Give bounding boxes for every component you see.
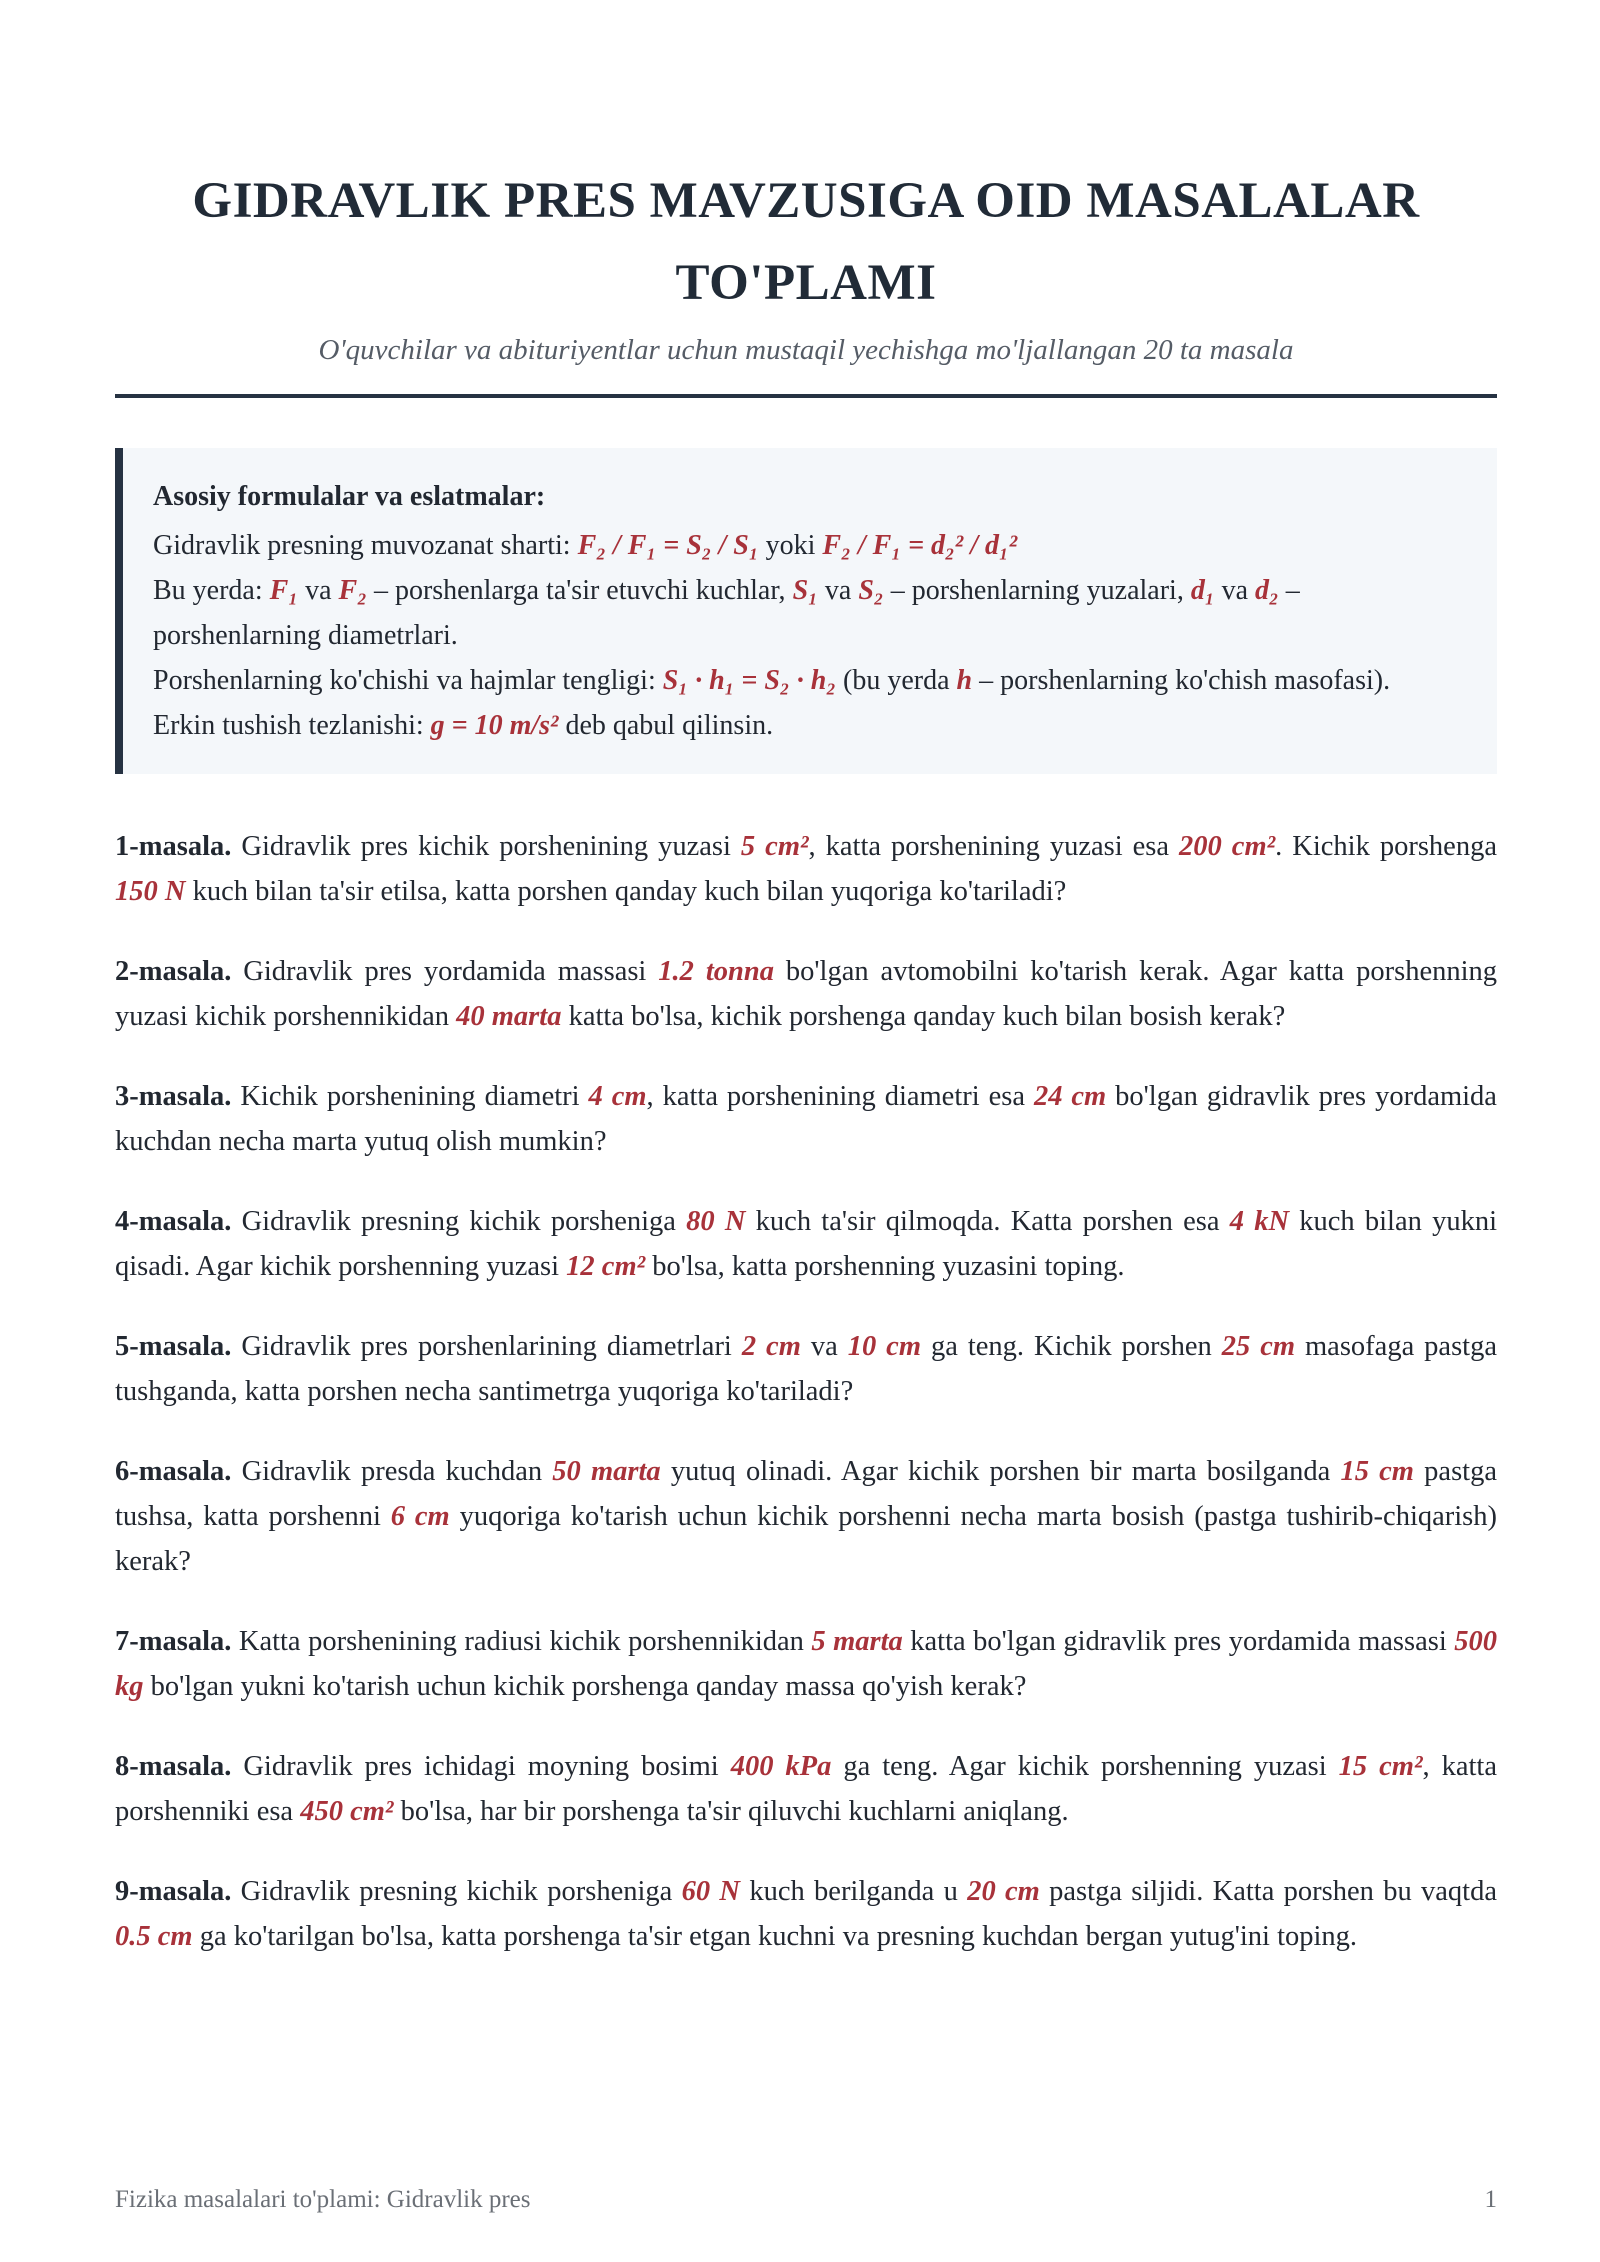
text-run: pastga siljidi. Katta porshen bu vaqtda bbox=[1039, 1876, 1497, 1907]
text-run: kuch berilganda u bbox=[740, 1876, 968, 1907]
page-subtitle: O'quvchilar va abituriyentlar uchun mustaqil yechishga mo'ljallangan 20 ta masala bbox=[318, 334, 1294, 366]
highlighted-value: 6 cm bbox=[390, 1501, 450, 1532]
formula-box-title: Asosiy formulalar va eslatmalar: bbox=[153, 481, 546, 512]
highlighted-value: h bbox=[956, 665, 973, 696]
highlighted-value: F₂ / F₁ = S₂ / S₁ bbox=[577, 530, 759, 561]
text-run: kuch bilan ta'sir etilsa, katta porshen qanday kuch bilan yuqoriga ko'tariladi? bbox=[185, 876, 1067, 907]
problem-number: 9-masala. bbox=[115, 1876, 232, 1907]
text-run: va bbox=[800, 1331, 848, 1362]
problem-number: 5-masala. bbox=[115, 1331, 232, 1362]
problem-number: 1-masala. bbox=[115, 831, 232, 862]
problem-number: 6-masala. bbox=[115, 1456, 232, 1487]
text-run: Bu yerda: bbox=[153, 575, 270, 606]
highlighted-value: 40 marta bbox=[456, 1001, 562, 1032]
text-run: – porshenlarga ta'sir etuvchi kuchlar, bbox=[366, 575, 793, 606]
text-run: Gidravlik presning kichik porsheniga bbox=[231, 1206, 687, 1237]
text-run: masofaga pastga tushganda, katta porshen necha santimetrga yuqoriga ko'tariladi? bbox=[115, 1331, 1497, 1407]
highlighted-value: 4 cm bbox=[588, 1081, 647, 1112]
highlighted-value: F₂ bbox=[338, 575, 367, 606]
page-number: 1 bbox=[1484, 2186, 1497, 2213]
problem-list bbox=[115, 824, 1497, 1959]
problem-item bbox=[115, 949, 1497, 1039]
highlighted-value: 0.5 cm bbox=[115, 1921, 193, 1952]
text-run: yutuq olinadi. Agar kichik porshen bir marta bosilganda bbox=[660, 1456, 1341, 1487]
problem-item bbox=[115, 1324, 1497, 1414]
text-run: deb qabul qilinsin. bbox=[558, 710, 774, 741]
text-run: ga ko'tarilgan bo'lsa, katta porshenga ta'sir etgan kuchni va presning kuchdan bergan yutug'ini toping. bbox=[192, 1921, 1358, 1952]
page-footer bbox=[115, 2186, 1497, 2214]
text-run: – porshenlarning ko'chish masofasi). bbox=[972, 665, 1391, 696]
text-run: bo'lgan avtomobilni ko'tarish kerak. Agar katta porshenning yuzasi kichik porshennikidan bbox=[115, 956, 1498, 1032]
formula-box bbox=[115, 448, 1497, 774]
problem-item bbox=[115, 1619, 1497, 1709]
text-run: bo'lgan yukni ko'tarish uchun kichik porshenga qanday massa qo'yish kerak? bbox=[143, 1671, 1027, 1702]
problem-item bbox=[115, 1074, 1497, 1164]
problem-item bbox=[115, 1449, 1497, 1584]
text-run: , katta porshenniki esa bbox=[115, 1751, 1497, 1827]
text-run: – porshenlarning yuzalari, bbox=[883, 575, 1191, 606]
formula-line bbox=[153, 703, 1459, 748]
text-run: bo'lsa, har bir porshenga ta'sir qiluvchi kuchlarni aniqlang. bbox=[393, 1796, 1069, 1827]
formula-line bbox=[153, 523, 1459, 568]
text-run: Gidravlik presda kuchdan bbox=[231, 1456, 553, 1487]
highlighted-value: d₂ bbox=[1255, 575, 1279, 606]
highlighted-value: 15 cm bbox=[1340, 1456, 1414, 1487]
text-run: Gidravlik presning kichik porsheniga bbox=[231, 1876, 682, 1907]
text-run: kuch bilan yukni qisadi. Agar kichik porshenning yuzasi bbox=[115, 1206, 1497, 1282]
highlighted-value: 12 cm² bbox=[566, 1251, 646, 1282]
highlighted-value: d₁ bbox=[1190, 575, 1215, 606]
problem-item bbox=[115, 1744, 1497, 1834]
highlighted-value: 4 kN bbox=[1229, 1206, 1290, 1237]
highlighted-value: 60 N bbox=[681, 1876, 741, 1907]
problem-number: 7-masala. bbox=[115, 1626, 232, 1657]
highlighted-value: 2 cm bbox=[741, 1331, 801, 1362]
text-run: ga teng. Agar kichik porshenning yuzasi bbox=[831, 1751, 1339, 1782]
text-run: , katta porshenining yuzasi esa bbox=[808, 831, 1180, 862]
highlighted-value: 450 cm² bbox=[300, 1796, 394, 1827]
text-run: Kichik porshenining diametri bbox=[231, 1081, 589, 1112]
text-run: Gidravlik presning muvozanat sharti: bbox=[153, 530, 578, 561]
highlighted-value: S₂ bbox=[858, 575, 884, 606]
text-run: yuqoriga ko'tarish uchun kichik porshenni necha marta bosish (pastga tushirib-chiqarish) kerak? bbox=[115, 1501, 1497, 1577]
highlighted-value: F₂ / F₁ = d₂² / d₁² bbox=[822, 530, 1018, 561]
highlighted-value: 10 cm bbox=[847, 1331, 922, 1362]
text-run: Erkin tushish tezlanishi: bbox=[153, 710, 431, 741]
page-title: GIDRAVLIK PRES MAVZUSIGA OID MASALALAR TO'PLAMI bbox=[192, 173, 1420, 311]
highlighted-value: 400 kPa bbox=[730, 1751, 832, 1782]
text-run: Gidravlik pres kichik porshenining yuzasi bbox=[231, 831, 741, 862]
text-run: kuch ta'sir qilmoqda. Katta porshen esa bbox=[745, 1206, 1230, 1237]
formula-line bbox=[153, 568, 1459, 658]
problem-item bbox=[115, 1869, 1497, 1959]
text-run: bo'lgan gidravlik pres yordamida kuchdan necha marta yutuq olish mumkin? bbox=[115, 1081, 1497, 1157]
highlighted-value: F₁ bbox=[269, 575, 299, 606]
text-run: Gidravlik pres yordamida massasi bbox=[231, 956, 659, 987]
highlighted-value: 1.2 tonna bbox=[658, 956, 774, 987]
text-run: ga teng. Kichik porshen bbox=[921, 1331, 1222, 1362]
text-run: katta bo'lsa, kichik porshenga qanday kuch bilan bosish kerak? bbox=[561, 1001, 1286, 1032]
text-run: va bbox=[817, 575, 859, 606]
text-run: katta bo'lgan gidravlik pres yordamida massasi bbox=[902, 1626, 1455, 1657]
text-run: Gidravlik pres ichidagi moyning bosimi bbox=[231, 1751, 731, 1782]
text-run: va bbox=[1214, 575, 1256, 606]
title-divider bbox=[115, 394, 1497, 398]
text-run: yoki bbox=[758, 530, 823, 561]
highlighted-value: 20 cm bbox=[967, 1876, 1040, 1907]
highlighted-value: 5 cm² bbox=[740, 831, 809, 862]
text-run: Porshenlarning ko'chishi va hajmlar tengligi: bbox=[153, 665, 663, 696]
footer-title: Fizika masalalari to'plami: Gidravlik pres bbox=[115, 2186, 531, 2213]
problem-number: 8-masala. bbox=[115, 1751, 232, 1782]
formula-lines bbox=[153, 523, 1459, 748]
text-run: pastga tushsa, katta porshenni bbox=[115, 1456, 1497, 1532]
highlighted-value: 25 cm bbox=[1221, 1331, 1296, 1362]
highlighted-value: S₁ bbox=[792, 575, 818, 606]
text-run: va bbox=[298, 575, 339, 606]
formula-line bbox=[153, 658, 1459, 703]
highlighted-value: 80 N bbox=[686, 1206, 746, 1237]
text-run: , katta porshenining diametri esa bbox=[646, 1081, 1034, 1112]
highlighted-value: S₁ · h₁ = S₂ · h₂ bbox=[662, 665, 837, 696]
text-run: Gidravlik pres porshenlarining diametrlari bbox=[231, 1331, 742, 1362]
text-run: – porshenlarning diametrlari. bbox=[153, 575, 1300, 651]
text-run: bo'lsa, katta porshenning yuzasini toping. bbox=[645, 1251, 1125, 1282]
text-run: Katta porshenining radiusi kichik porshennikidan bbox=[231, 1626, 812, 1657]
problem-item bbox=[115, 824, 1497, 914]
text-run: (bu yerda bbox=[836, 665, 957, 696]
problem-number: 4-masala. bbox=[115, 1206, 232, 1237]
highlighted-value: 500 kg bbox=[115, 1626, 1497, 1702]
highlighted-value: 200 cm² bbox=[1179, 831, 1276, 862]
highlighted-value: 150 N bbox=[115, 876, 186, 907]
problem-number: 2-masala. bbox=[115, 956, 232, 987]
highlighted-value: 5 marta bbox=[811, 1626, 903, 1657]
highlighted-value: g = 10 m/s² bbox=[430, 710, 559, 741]
text-run: . Kichik porshenga bbox=[1275, 831, 1497, 862]
highlighted-value: 24 cm bbox=[1033, 1081, 1107, 1112]
document-page bbox=[115, 0, 1497, 2262]
problem-item bbox=[115, 1199, 1497, 1289]
highlighted-value: 15 cm² bbox=[1338, 1751, 1423, 1782]
highlighted-value: 50 marta bbox=[552, 1456, 661, 1487]
problem-number: 3-masala. bbox=[115, 1081, 232, 1112]
